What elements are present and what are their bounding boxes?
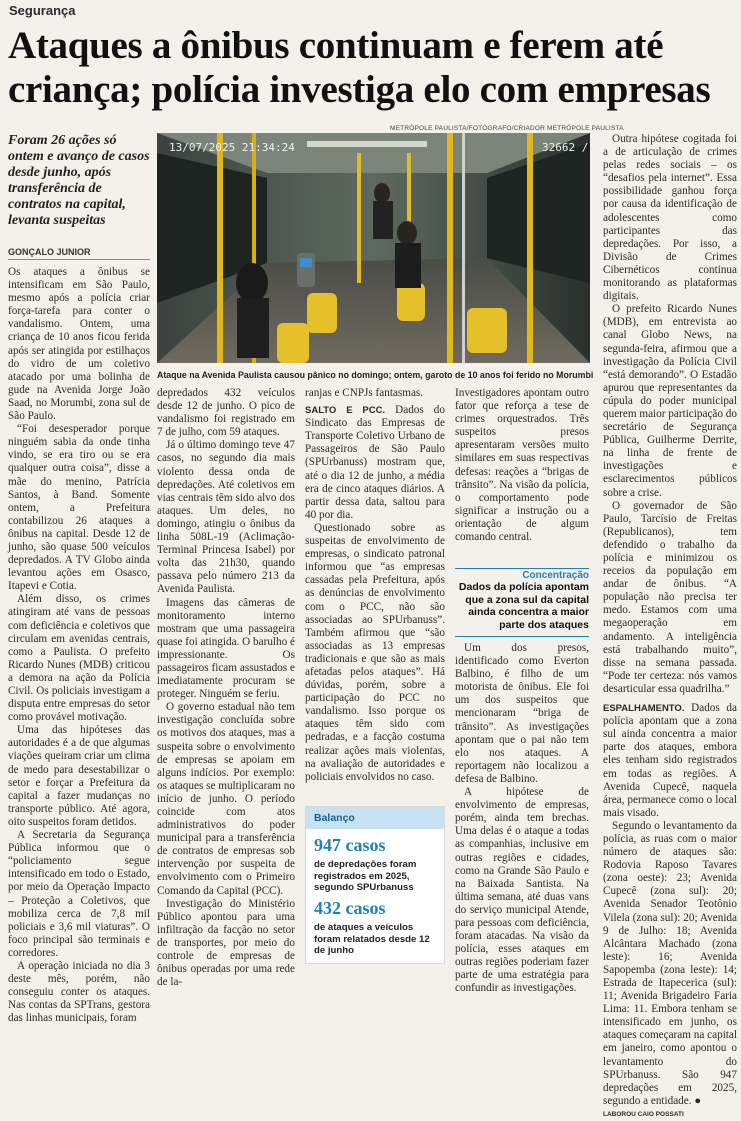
- photo-credit: METRÓPOLE PAULISTA/FOTÓGRAFO/CRIADOR METRÓPOLE PAULISTA: [390, 125, 624, 132]
- paragraph: Investigadores apontam outro fator que reforça a tese de crimes orquestrados. Três suspeitos presos apresentaram versões muito similares em suas respectivas defesas: reações a “brigas de trânsito”. Na visão da polícia, o comportamento pode significar a instrução ou a orientação de algum comando central.: [455, 387, 589, 544]
- pullquote-tag: Concentração: [522, 570, 589, 581]
- camera-timestamp: 13/07/2025 21:34:24: [169, 141, 295, 154]
- headline: Ataques a ônibus continuam e ferem até criança; polícia investiga elo com empresas: [8, 24, 711, 111]
- bus-interior-photo: [157, 133, 590, 363]
- paragraph: O prefeito Ricardo Nunes (MDB), em entrevista ao canal Globo News, na segunda-feira, afirmou que a investigação da Polícia Civil “está demorando”. O Estadão apurou que representantes da cúpula do poder municipal querem maior participação do secretário de Segurança Pública, Guilherme Derrite, na linha de frente de investigações e esclarecimentos públicos sobre a crise.: [603, 303, 737, 499]
- paragraph: Uma das hipóteses das autoridades é a de que algumas viações queiram criar um clima de medo para desestabilizar o setor e forçar a Prefeitura da capital a fazer mudanças no transporte público. Até agora, oito suspeitos foram detidos.: [8, 724, 150, 828]
- paragraph: Questionado sobre as suspeitas de envolvimento de empresas, o sindicato patronal informou que “as empresas cassadas pela Prefeitura, após as denúncias de envolvimento com o PCC, não são associadas ao SPUrbanuss”. Também afirmou que “são associadas as 13 empresas tradicionais e que são as mais afetadas pelos ataques”. Há dúvidas, porém, sobre a participação do PCC no vandalismo. Isso porque os ataques têm sido com pedradas, e a facção costuma realizar ações mais violentas, na avaliação de autoridades e policiais envolvidos no caso.: [305, 521, 445, 783]
- paragraph: Os ataques a ônibus se intensificam em São Paulo, mesmo após a polícia criar força-tarefa para conter o vandalismo. Ontem, uma criança de 10 anos ficou ferida após ser atingida por estilhaços do vidro de um coletivo atacado por uma bolinha de gude na Avenida Jorge João Saad, no Morumbi, zona sul de São Paulo.: [8, 266, 150, 423]
- paragraph: depredados 432 veículos desde 12 de junho. O pico de vandalismo foi registrado em 7 de julho, com 59 ataques.: [157, 387, 295, 439]
- paragraph: ranjas e CNPJs fantasmas.: [305, 387, 424, 399]
- stat-text: de ataques a veículos foram relatados desde 12 de junho: [314, 922, 430, 956]
- paragraph: Já o último domingo teve 47 casos, no segundo dia mais violento dessa onda de depredações. Até coletivos em vias centrais têm sido alvo dos ataques. Um deles, no domingo, atingiu o ônibus da linha 508L-19 (Aclimação-Terminal Princesa Isabel) por volta das 21h30, quando passava pelo número 213 da Avenida Paulista.: [157, 439, 295, 596]
- photo-caption: Ataque na Avenida Paulista causou pânico no domingo; ontem, garoto de 10 anos foi ferido no Morumbi: [157, 370, 594, 380]
- paragraph: “Foi desesperador porque ninguém sabia da onde tinha vindo, se era tiro ou se era qualquer outra coisa”, disse a mãe do menino, Patrícia Santos, à Band. Somente ontem, a Prefeitura contabilizou 26 ataques a ônibus na capital. Desde 12 de junho, são quase 500 veículos depredados. A TV Globo ainda levantou ações em Osasco, Itapevi e Cotia.: [8, 423, 150, 593]
- column-4-bottom: [455, 642, 589, 996]
- paragraph-text: Dados do Sindicato das Empresas de Transporte Coletivo Urbano de Passageiros de São Paulo (SPUrbanuss) mostram que, até o dia 12 de junho, a média era de cinco ataques diários. A partir dessa data, saltou para 40 por dia.: [305, 404, 445, 521]
- deck: Foram 26 ações só ontem e avanço de casos desde junho, após transferência de contratos na capital, levanta suspeitas: [8, 133, 150, 228]
- bus-photo-illustration: [157, 133, 590, 363]
- column-4-top: [455, 387, 589, 544]
- pullquote-text: Dados da polícia apontam que a zona sul da capital ainda concentra a maior parte dos ataques: [458, 581, 589, 631]
- lead-in: ESPALHAMENTO.: [603, 703, 685, 715]
- lead-in: SALTO E PCC.: [305, 405, 386, 417]
- stats-box-title: Balanço: [306, 807, 444, 829]
- paragraph: A operação iniciada no dia 3 deste mês, porém, não conseguiu conter os ataques. Nas contas da SPTrans, gestora das linhas municipais, foram: [8, 959, 150, 1025]
- pullquote-rule-bottom: [455, 636, 589, 637]
- paragraph: Além disso, os crimes atingiram até vans de pessoas com deficiência e coletivos que circulam em avenidas centrais, como a Paulista. O prefeito Ricardo Nunes (MDB) criticou a demora na ação da Polícia Civil. Os policiais investigam a disputa entre empresas do setor como provável motivação.: [8, 593, 150, 724]
- paragraph: [603, 702, 737, 820]
- paragraph-text: Segundo o levantamento da polícia, as ruas com o maior número de ataques são: Rodovia Raposo Tavares (zona oeste): 23; Avenida Cupecê (zona sul): 20; Avenida Senador Teotônio Vilela (zona sul): 20; Avenida 9 de Julho: 18; Avenida Alcântara Machado (zona leste): 16; Avenida Sapopemba (zona leste): 14; Estrada de Itapecerica (sul): 11; Avenida Brigadeiro Faria Lima: 11. Embora tenham se intensificado em junho, os ataques começaram na capital em janeiro, como apontou o levantamento do SPUrbanuss. São 947 depredações em 2025, segundo a entidade.: [603, 819, 737, 1107]
- stat-text: de depredações foram registrados em 2025, segundo SPUrbanuss: [314, 859, 417, 893]
- paragraph: Investigação do Ministério Público apontou para uma infiltração da facção no setor de transportes, por meio do controle de empresas de ônibus operadas por uma rede de la-: [157, 897, 295, 989]
- paragraph: A Secretaria da Segurança Pública informou que o “policiamento segue intensificado em todo o Estado, por meio da Operação Impacto – Proteção a Coletivos, que mobiliza cerca de 7,8 mil policiais e 3,6 mil viaturas”. O foco principal são terminais e corredores.: [8, 829, 150, 959]
- paragraph: [603, 820, 737, 1108]
- paragraph: O governo estadual não tem investigação concluída sobre os motivos dos ataques, mas a suspeita sobre o envolvimento de empresas se apoiam em alguns indícios. Por exemplo: os ataques se multiplicaram no início de junho. O período coincide com atos administrativos do poder municipal para a transferência de contratos de empresas sob intervenção por suspeita de envolvimento com o Primeiro Comando da Capital (PCC).: [157, 701, 295, 897]
- paragraph: O governador de São Paulo, Tarcísio de Freitas (Republicanos), tem defendido o trabalho da polícia e minimizou os receios da população em andar de ônibus. “A população não precisa ter medo. Estamos com uma megaoperação em andamento. A inteligência está trabalhando muito”, disse na semana passada. “Pode ter certeza: nós vamos desarticular essa quadrilha.”: [603, 499, 737, 695]
- paragraph: [305, 404, 445, 522]
- column-5: [603, 133, 737, 1121]
- signoff: LABOROU CAIO POSSATI: [603, 1110, 684, 1118]
- pullquote-rule-top: [455, 568, 589, 569]
- stat-value: 947 casos: [314, 835, 386, 855]
- paragraph: Um dos presos, identificado como Everton Balbino, é filho de um motorista de ônibus. Ele foi um dos suspeitos que mencionaram “briga de trânsito”. As investigações apontam que o pai não tem elo nos ataques. A reportagem não localizou a defesa de Balbino.: [455, 642, 589, 785]
- paragraph: A hipótese de envolvimento de empresas, porém, ainda tem brechas. Uma delas é o ataque a todas as companhias, inclusive em outras regiões e cidades, como na Grande São Paulo e na Baixada Santista. Na última semana, até duas vans do serviço municipal Atende, para pessoas com deficiência, foram atacadas. Na visão da polícia, esses ataques em outras regiões poderiam fazer parte de uma estratégia para confundir as investigações.: [455, 786, 589, 995]
- column-3: [305, 387, 445, 784]
- end-mark-icon: ●: [694, 1094, 702, 1107]
- stat-value: 432 casos: [314, 898, 386, 918]
- stats-box: [305, 806, 445, 964]
- paragraph: Imagens das câmeras de monitoramento interno mostram que uma passageira quase foi atingida. O barulho é impressionante. Os passageiros ficam assustados e imediatamente procuram se proteger. Ninguém se feriu.: [157, 596, 295, 701]
- camera-id: 32662 /: [542, 141, 589, 154]
- column-2: [157, 387, 295, 989]
- section-label: Segurança: [9, 3, 76, 18]
- pullquote: [455, 570, 589, 631]
- paragraph: Outra hipótese cogitada foi a de articulação de crimes pelas redes sociais – os “desafios pela internet”. Essa possibilidade ganhou força por causa da identificação de adolescentes como participantes das depredações. Por isso, a Divisão de Crimes Cibernéticos continua monitorando as plataformas digitais.: [603, 133, 737, 303]
- byline-rule: [8, 259, 150, 260]
- column-1: [8, 266, 150, 1025]
- byline: GONÇALO JUNIOR: [8, 247, 91, 257]
- paragraph-text: Dados da polícia apontam que a zona sul ainda concentra a maior parte dos ataques, embora eles tenham sido registrados em todas as regiões. A Avenida Cupecê, naquela área, permanece como o local mais visado.: [603, 702, 737, 819]
